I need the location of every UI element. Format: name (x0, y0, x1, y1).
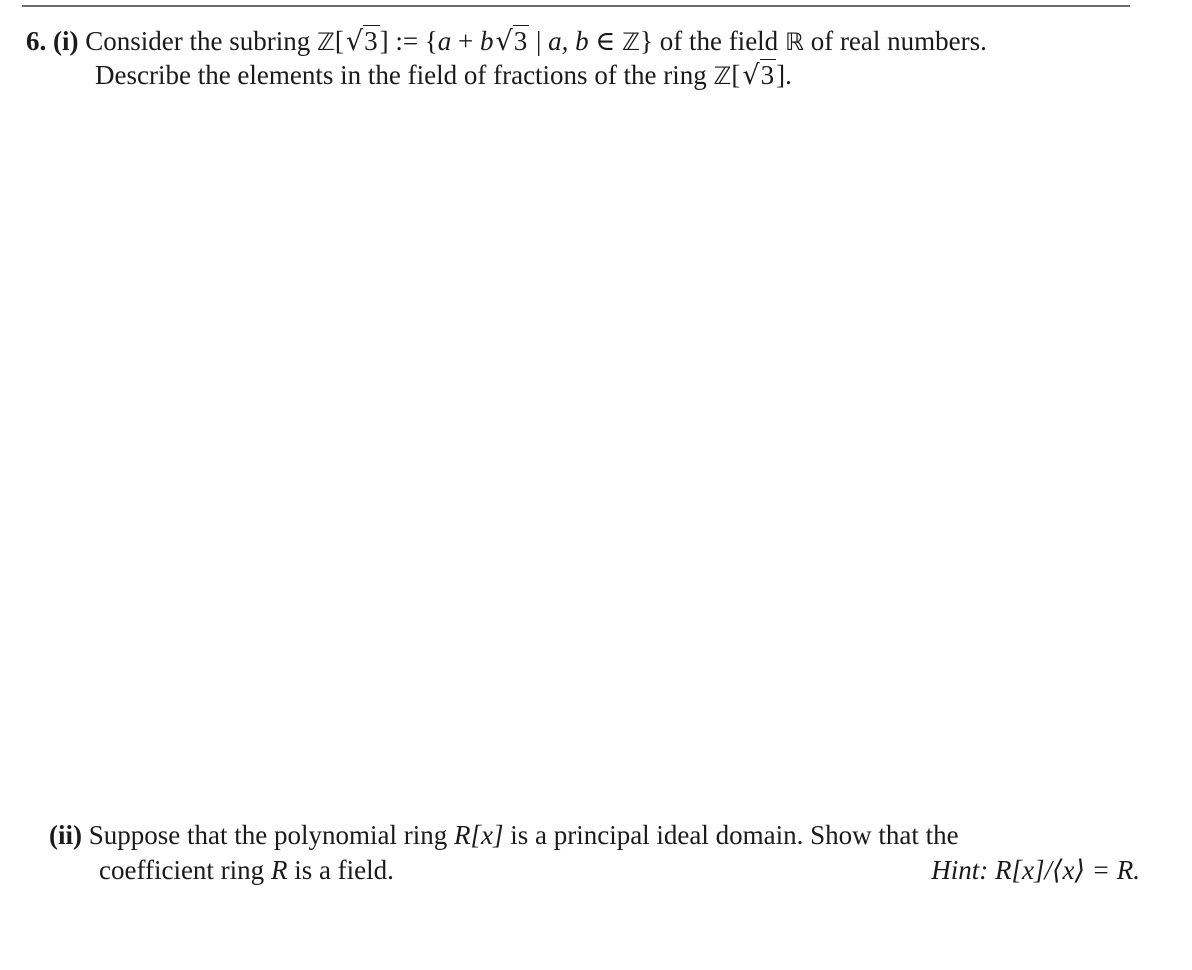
integers-symbol-in-set: ℤ (622, 28, 640, 56)
part-i-label: (i) (53, 26, 79, 56)
part-i-text-2: of the field (659, 26, 779, 56)
part-ii-text-1: Suppose that the polynomial ring (88, 820, 448, 850)
hint (931, 853, 1140, 887)
set-bar: | (535, 26, 542, 56)
part-i-text-1: Consider the subring (85, 26, 311, 56)
set-vars: a, b (548, 26, 589, 56)
bracket-close: ] (379, 26, 389, 56)
reals-symbol: ℝ (784, 28, 804, 56)
hint-label: Hint: (931, 855, 989, 885)
part-ii-text-2: is a principal ideal domain. Show that the (510, 820, 959, 850)
question-6-part-i-line-1 (26, 24, 987, 59)
hint-expression: R[x]/⟨x⟩ = R. (994, 855, 1140, 885)
bracket-close-line-2: ] (776, 60, 786, 90)
integers-symbol-line-2: ℤ (713, 62, 732, 90)
def-assign: := (395, 26, 419, 56)
sqrt-sign-icon: √ (345, 26, 364, 57)
top-rule (22, 5, 1130, 7)
sqrt-3-in-set (494, 24, 530, 59)
set-in: ∈ (595, 26, 616, 56)
set-close-brace: } (640, 26, 653, 56)
part-ii-text-3: coefficient ring (99, 855, 265, 885)
bracket-open: [ (334, 26, 344, 56)
set-var-a: a (437, 26, 452, 56)
part-ii-text-4: is a field. (294, 855, 394, 885)
part-i-text-3: of real numbers. (810, 26, 987, 56)
bracket-open-line-2: [ (731, 60, 741, 90)
sqrt-3 (344, 24, 380, 59)
sqrt-radicand-line-2: 3 (760, 60, 775, 90)
integers-symbol: ℤ (316, 28, 335, 56)
set-plus: + (458, 26, 474, 56)
sqrt-radicand: 3 (364, 26, 378, 56)
sqrt-sign-icon: √ (742, 60, 760, 91)
question-6-part-ii-line-1 (49, 818, 959, 852)
set-var-b: b (480, 26, 494, 56)
question-6-part-i-line-2 (95, 58, 792, 93)
part-i-period: . (785, 60, 792, 90)
part-ii-label: (ii) (49, 820, 82, 850)
coef-ring-R: R (270, 855, 288, 885)
sqrt-sign-icon: √ (495, 26, 513, 57)
question-number: 6. (26, 26, 47, 56)
sqrt-3-line-2 (740, 58, 776, 93)
question-6-part-ii-line-2 (99, 853, 394, 887)
poly-ring: R[x] (453, 820, 504, 850)
set-open-brace: { (424, 26, 438, 56)
sqrt-radicand-in-set: 3 (513, 26, 528, 56)
part-i-text-4: Describe the elements in the field of fractions of the ring (95, 60, 707, 90)
